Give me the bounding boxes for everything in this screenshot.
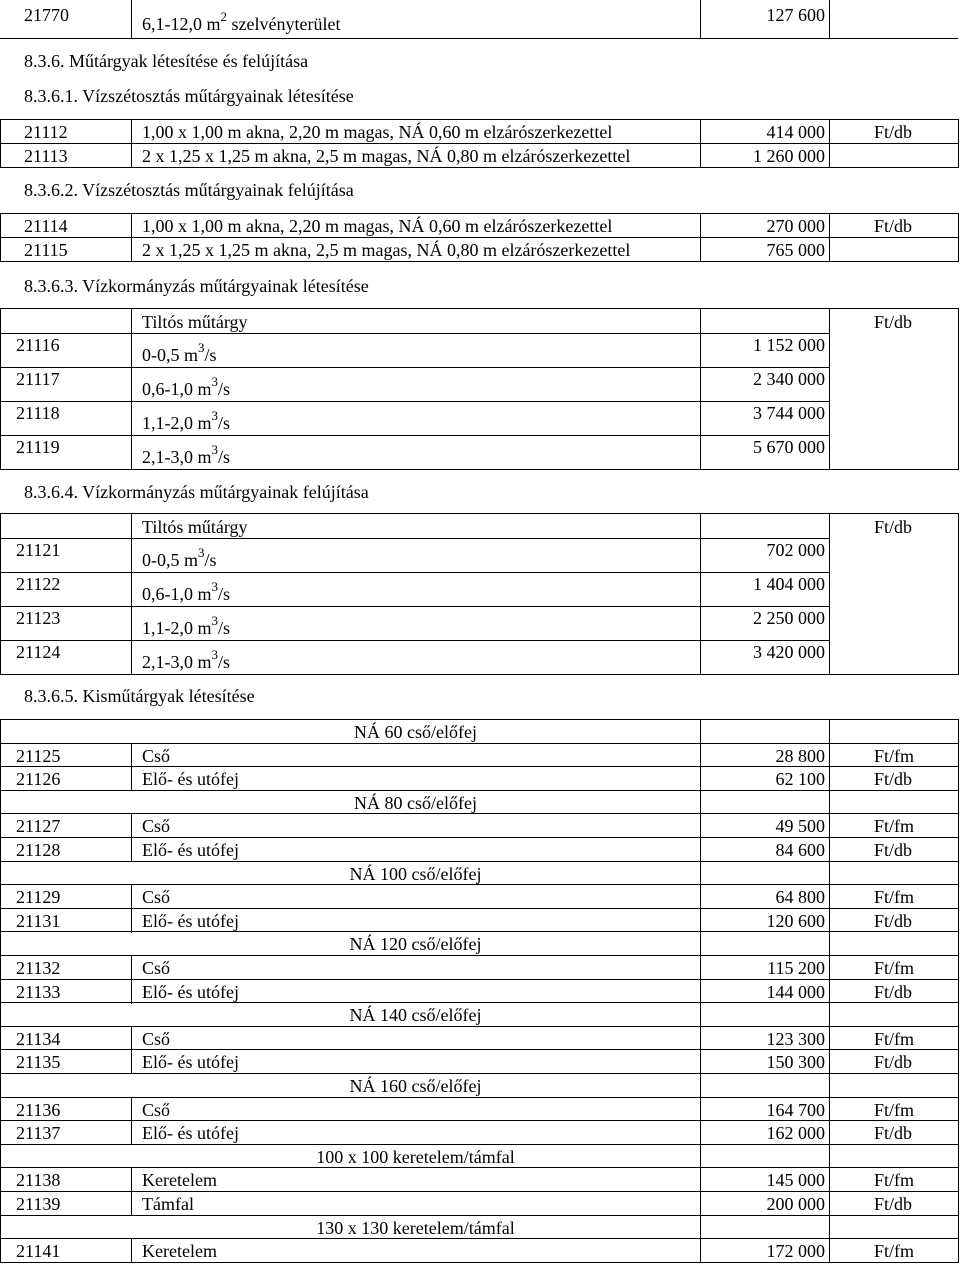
item-price: 2 340 000: [753, 369, 825, 389]
divider: [0, 435, 829, 436]
divider: [0, 979, 958, 980]
divider: [0, 790, 958, 791]
divider: [131, 1026, 132, 1051]
item-unit: Ft/fm: [874, 887, 915, 908]
item-unit: Ft/fm: [874, 745, 915, 766]
item-price: 49 500: [775, 816, 825, 837]
flow-range: 1,1-2,0 $m^3/s$: [142, 408, 231, 433]
item-unit: Ft/fm: [874, 958, 915, 978]
divider: [0, 308, 958, 309]
divider: [0, 1191, 958, 1192]
divider: [0, 213, 1, 262]
item-price: 414 000: [766, 122, 825, 142]
item-unit: Ft/fm: [874, 1028, 915, 1049]
divider: [700, 513, 701, 675]
divider: [131, 884, 132, 909]
item-price: 64 800: [775, 887, 825, 908]
divider: [829, 0, 830, 38]
divider: [131, 213, 132, 262]
item-price: 84 600: [775, 840, 825, 860]
divider: [0, 237, 958, 238]
item-code: 21139: [16, 1194, 61, 1214]
item-description: Elő- és utófej: [142, 1123, 239, 1144]
item-price: 123 300: [766, 1028, 825, 1049]
item-price: 200 000: [766, 1194, 825, 1214]
item-description: Elő- és utófej: [142, 769, 239, 790]
item-description: Cső: [142, 887, 171, 908]
item-unit: Ft/fm: [874, 1241, 915, 1262]
group-header: NÁ 140 cső/előfej: [349, 1005, 482, 1026]
divider: [131, 1120, 132, 1145]
item-unit: Ft/db: [874, 910, 913, 931]
divider: [0, 1073, 958, 1074]
section-heading: 8.3.6.4. Vízkormányzás műtárgyainak felújítása: [24, 482, 369, 502]
item-price: 164 700: [766, 1099, 825, 1120]
item-code: 21114: [24, 216, 68, 236]
divider: [0, 837, 958, 838]
item-unit: Ft/db: [874, 216, 913, 236]
divider: [0, 469, 958, 470]
item-price: 1 152 000: [753, 335, 825, 355]
item-code: 21117: [16, 369, 60, 389]
item-code: 21121: [16, 540, 61, 560]
item-description: Elő- és utófej: [142, 910, 239, 931]
divider: [131, 908, 132, 933]
item-description: 2 x 1,25 x 1,25 m akna, 2,5 m magas, NÁ 0,80 m elzárószerkezettel: [142, 240, 631, 260]
divider: [0, 572, 829, 573]
divider: [958, 308, 959, 470]
flow-range: 0-0,5 $m^3/s$: [142, 340, 217, 365]
item-price: 702 000: [766, 540, 825, 560]
divider: [131, 308, 132, 470]
divider: [0, 1120, 958, 1121]
divider: [131, 766, 132, 791]
item-code: 21127: [16, 816, 61, 837]
item-price: 115 200: [767, 958, 825, 978]
divider: [0, 167, 958, 168]
divider: [829, 119, 830, 168]
divider: [0, 640, 829, 641]
divider: [131, 1167, 132, 1192]
item-code: 21128: [16, 840, 61, 860]
divider: [0, 1262, 958, 1263]
item-code: 21135: [16, 1052, 61, 1073]
item-code: 21137: [16, 1123, 61, 1144]
group-header: NÁ 60 cső/előfej: [354, 722, 477, 742]
item-description: 1,00 x 1,00 m akna, 2,20 m magas, NÁ 0,60 m elzárószerkezettel: [142, 216, 613, 236]
item-description: Cső: [142, 816, 171, 837]
item-unit: Ft/db: [874, 1123, 913, 1144]
divider: [0, 1215, 958, 1216]
divider: [0, 1002, 958, 1003]
item-code: 21136: [16, 1099, 61, 1120]
divider: [0, 401, 829, 402]
item-code: 21141: [16, 1241, 61, 1262]
divider: [0, 1097, 958, 1098]
item-description: 2 x 1,25 x 1,25 m akna, 2,5 m magas, NÁ 0,80 m elzárószerkezettel: [142, 146, 631, 166]
divider: [0, 813, 958, 814]
item-code: 21116: [16, 335, 60, 355]
divider: [0, 861, 958, 862]
item-price: 120 600: [766, 910, 825, 931]
divider: [0, 1026, 958, 1027]
flow-range: 1,1-2,0 $m^3/s$: [142, 613, 231, 638]
divider: [0, 119, 1, 168]
divider: [0, 367, 829, 368]
item-code: 21133: [16, 981, 61, 1002]
item-price: 144 000: [766, 981, 825, 1002]
item-unit: Ft/db: [874, 981, 913, 1002]
item-description: Keretelem: [142, 1241, 217, 1262]
group-header: NÁ 160 cső/előfej: [349, 1076, 482, 1096]
item-price: 5 670 000: [753, 437, 825, 457]
divider: [0, 513, 1, 675]
divider: [131, 1049, 132, 1074]
item-unit: Ft/fm: [874, 816, 915, 837]
item-code: 21126: [16, 769, 61, 790]
item-code: 21118: [16, 403, 60, 423]
item-unit: Ft/db: [874, 122, 913, 142]
item-description: Elő- és utófej: [142, 840, 239, 860]
item-description: Cső: [142, 1099, 171, 1120]
divider: [0, 261, 958, 262]
item-code: 21132: [16, 958, 61, 978]
flow-range: 2,1-3,0 $m^3/s$: [142, 647, 231, 672]
divider: [0, 908, 958, 909]
item-description: Támfal: [142, 1194, 194, 1214]
item-price: 1 404 000: [753, 574, 825, 594]
flow-range: 0-0,5 $m^3/s$: [142, 545, 217, 570]
item-unit: Ft/db: [874, 1052, 913, 1073]
divider: [0, 213, 958, 214]
item-code: 21134: [16, 1028, 61, 1049]
divider: [131, 979, 132, 1004]
divider: [0, 1167, 958, 1168]
divider: [0, 1144, 958, 1145]
section-heading: 8.3.6.2. Vízszétosztás műtárgyainak felújítása: [24, 180, 354, 200]
divider: [131, 813, 132, 838]
divider: [958, 213, 959, 262]
item-code: 21115: [24, 240, 68, 260]
divider: [0, 333, 829, 334]
divider: [0, 766, 958, 767]
divider: [700, 119, 701, 168]
item-price: 28 800: [775, 745, 825, 766]
divider: [131, 743, 132, 768]
item-description: 6,1-12,0 $m^2$ szelvényterület: [142, 9, 341, 34]
item-unit: Ft/db: [874, 769, 913, 790]
item-price: 62 100: [775, 769, 825, 790]
section-heading: 8.3.6.1. Vízszétosztás műtárgyainak létesítése: [24, 86, 354, 106]
item-unit: Ft/fm: [874, 1099, 915, 1120]
divider: [829, 308, 830, 470]
divider: [958, 119, 959, 168]
flow-range: 0,6-1,0 $m^3/s$: [142, 579, 231, 604]
column-header: Tiltós műtárgy: [142, 517, 248, 537]
divider: [700, 213, 701, 262]
divider: [131, 837, 132, 862]
divider: [0, 931, 958, 932]
item-code: 21124: [16, 642, 61, 662]
divider: [0, 884, 958, 885]
group-header: 130 x 130 keretelem/támfal: [316, 1217, 515, 1238]
item-unit: Ft/db: [874, 312, 913, 332]
group-header: NÁ 120 cső/előfej: [349, 934, 482, 955]
item-code: 21112: [24, 122, 68, 142]
item-description: 1,00 x 1,00 m akna, 2,20 m magas, NÁ 0,60 m elzárószerkezettel: [142, 122, 613, 142]
divider: [0, 606, 829, 607]
item-unit: Ft/db: [874, 840, 913, 860]
section-heading: 8.3.6. Műtárgyak létesítése és felújítása: [24, 51, 309, 71]
item-price: 172 000: [766, 1241, 825, 1262]
item-price: 150 300: [766, 1052, 825, 1073]
divider: [0, 719, 958, 720]
item-description: Cső: [142, 745, 171, 766]
divider: [958, 513, 959, 675]
divider: [0, 674, 958, 675]
item-price: 1 260 000: [753, 146, 825, 166]
divider: [0, 719, 1, 1263]
divider: [700, 719, 701, 1263]
divider: [958, 719, 959, 1263]
divider: [0, 513, 958, 514]
divider: [829, 513, 830, 675]
divider: [0, 1238, 958, 1239]
item-code: 21129: [16, 887, 61, 908]
divider: [0, 538, 829, 539]
item-description: Cső: [142, 1028, 171, 1049]
divider: [131, 1097, 132, 1122]
divider: [0, 143, 958, 144]
flow-range: 2,1-3,0 $m^3/s$: [142, 442, 231, 467]
item-code: 21122: [16, 574, 61, 594]
item-unit: Ft/db: [874, 1194, 913, 1214]
divider: [131, 1191, 132, 1216]
item-description: Elő- és utófej: [142, 1052, 239, 1073]
divider: [0, 119, 958, 120]
item-code: 21113: [24, 146, 68, 166]
item-code: 21770: [24, 5, 69, 25]
section-heading: 8.3.6.5. Kisműtárgyak létesítése: [24, 686, 255, 706]
section-heading: 8.3.6.3. Vízkormányzás műtárgyainak létesítése: [24, 276, 369, 296]
item-code: 21131: [16, 910, 61, 931]
divider: [131, 0, 132, 38]
divider: [131, 1238, 132, 1263]
item-unit: Ft/db: [874, 517, 913, 537]
item-price: 3 744 000: [753, 403, 825, 423]
divider: [131, 513, 132, 675]
group-header: NÁ 100 cső/előfej: [349, 863, 482, 884]
item-unit: Ft/fm: [874, 1170, 915, 1191]
divider: [0, 38, 958, 39]
item-price: 3 420 000: [753, 642, 825, 662]
divider: [829, 213, 830, 262]
group-header: NÁ 80 cső/előfej: [354, 792, 477, 813]
item-price: 765 000: [766, 240, 825, 260]
divider: [0, 308, 1, 470]
item-description: Cső: [142, 958, 171, 978]
divider: [0, 1049, 958, 1050]
item-code: 21125: [16, 745, 61, 766]
item-price: 145 000: [766, 1170, 825, 1191]
item-price: 270 000: [766, 216, 825, 236]
item-code: 21119: [16, 437, 60, 457]
item-description: Keretelem: [142, 1170, 217, 1191]
item-price: 127 600: [766, 5, 825, 25]
divider: [700, 308, 701, 470]
divider: [131, 955, 132, 980]
divider: [829, 719, 830, 1263]
divider: [0, 743, 958, 744]
column-header: Tiltós műtárgy: [142, 312, 248, 332]
item-code: 21138: [16, 1170, 61, 1191]
item-price: 162 000: [766, 1123, 825, 1144]
flow-range: 0,6-1,0 $m^3/s$: [142, 374, 231, 399]
item-description: Elő- és utófej: [142, 981, 239, 1002]
divider: [0, 955, 958, 956]
group-header: 100 x 100 keretelem/támfal: [316, 1146, 515, 1167]
item-code: 21123: [16, 608, 61, 628]
item-price: 2 250 000: [753, 608, 825, 628]
divider: [131, 119, 132, 168]
